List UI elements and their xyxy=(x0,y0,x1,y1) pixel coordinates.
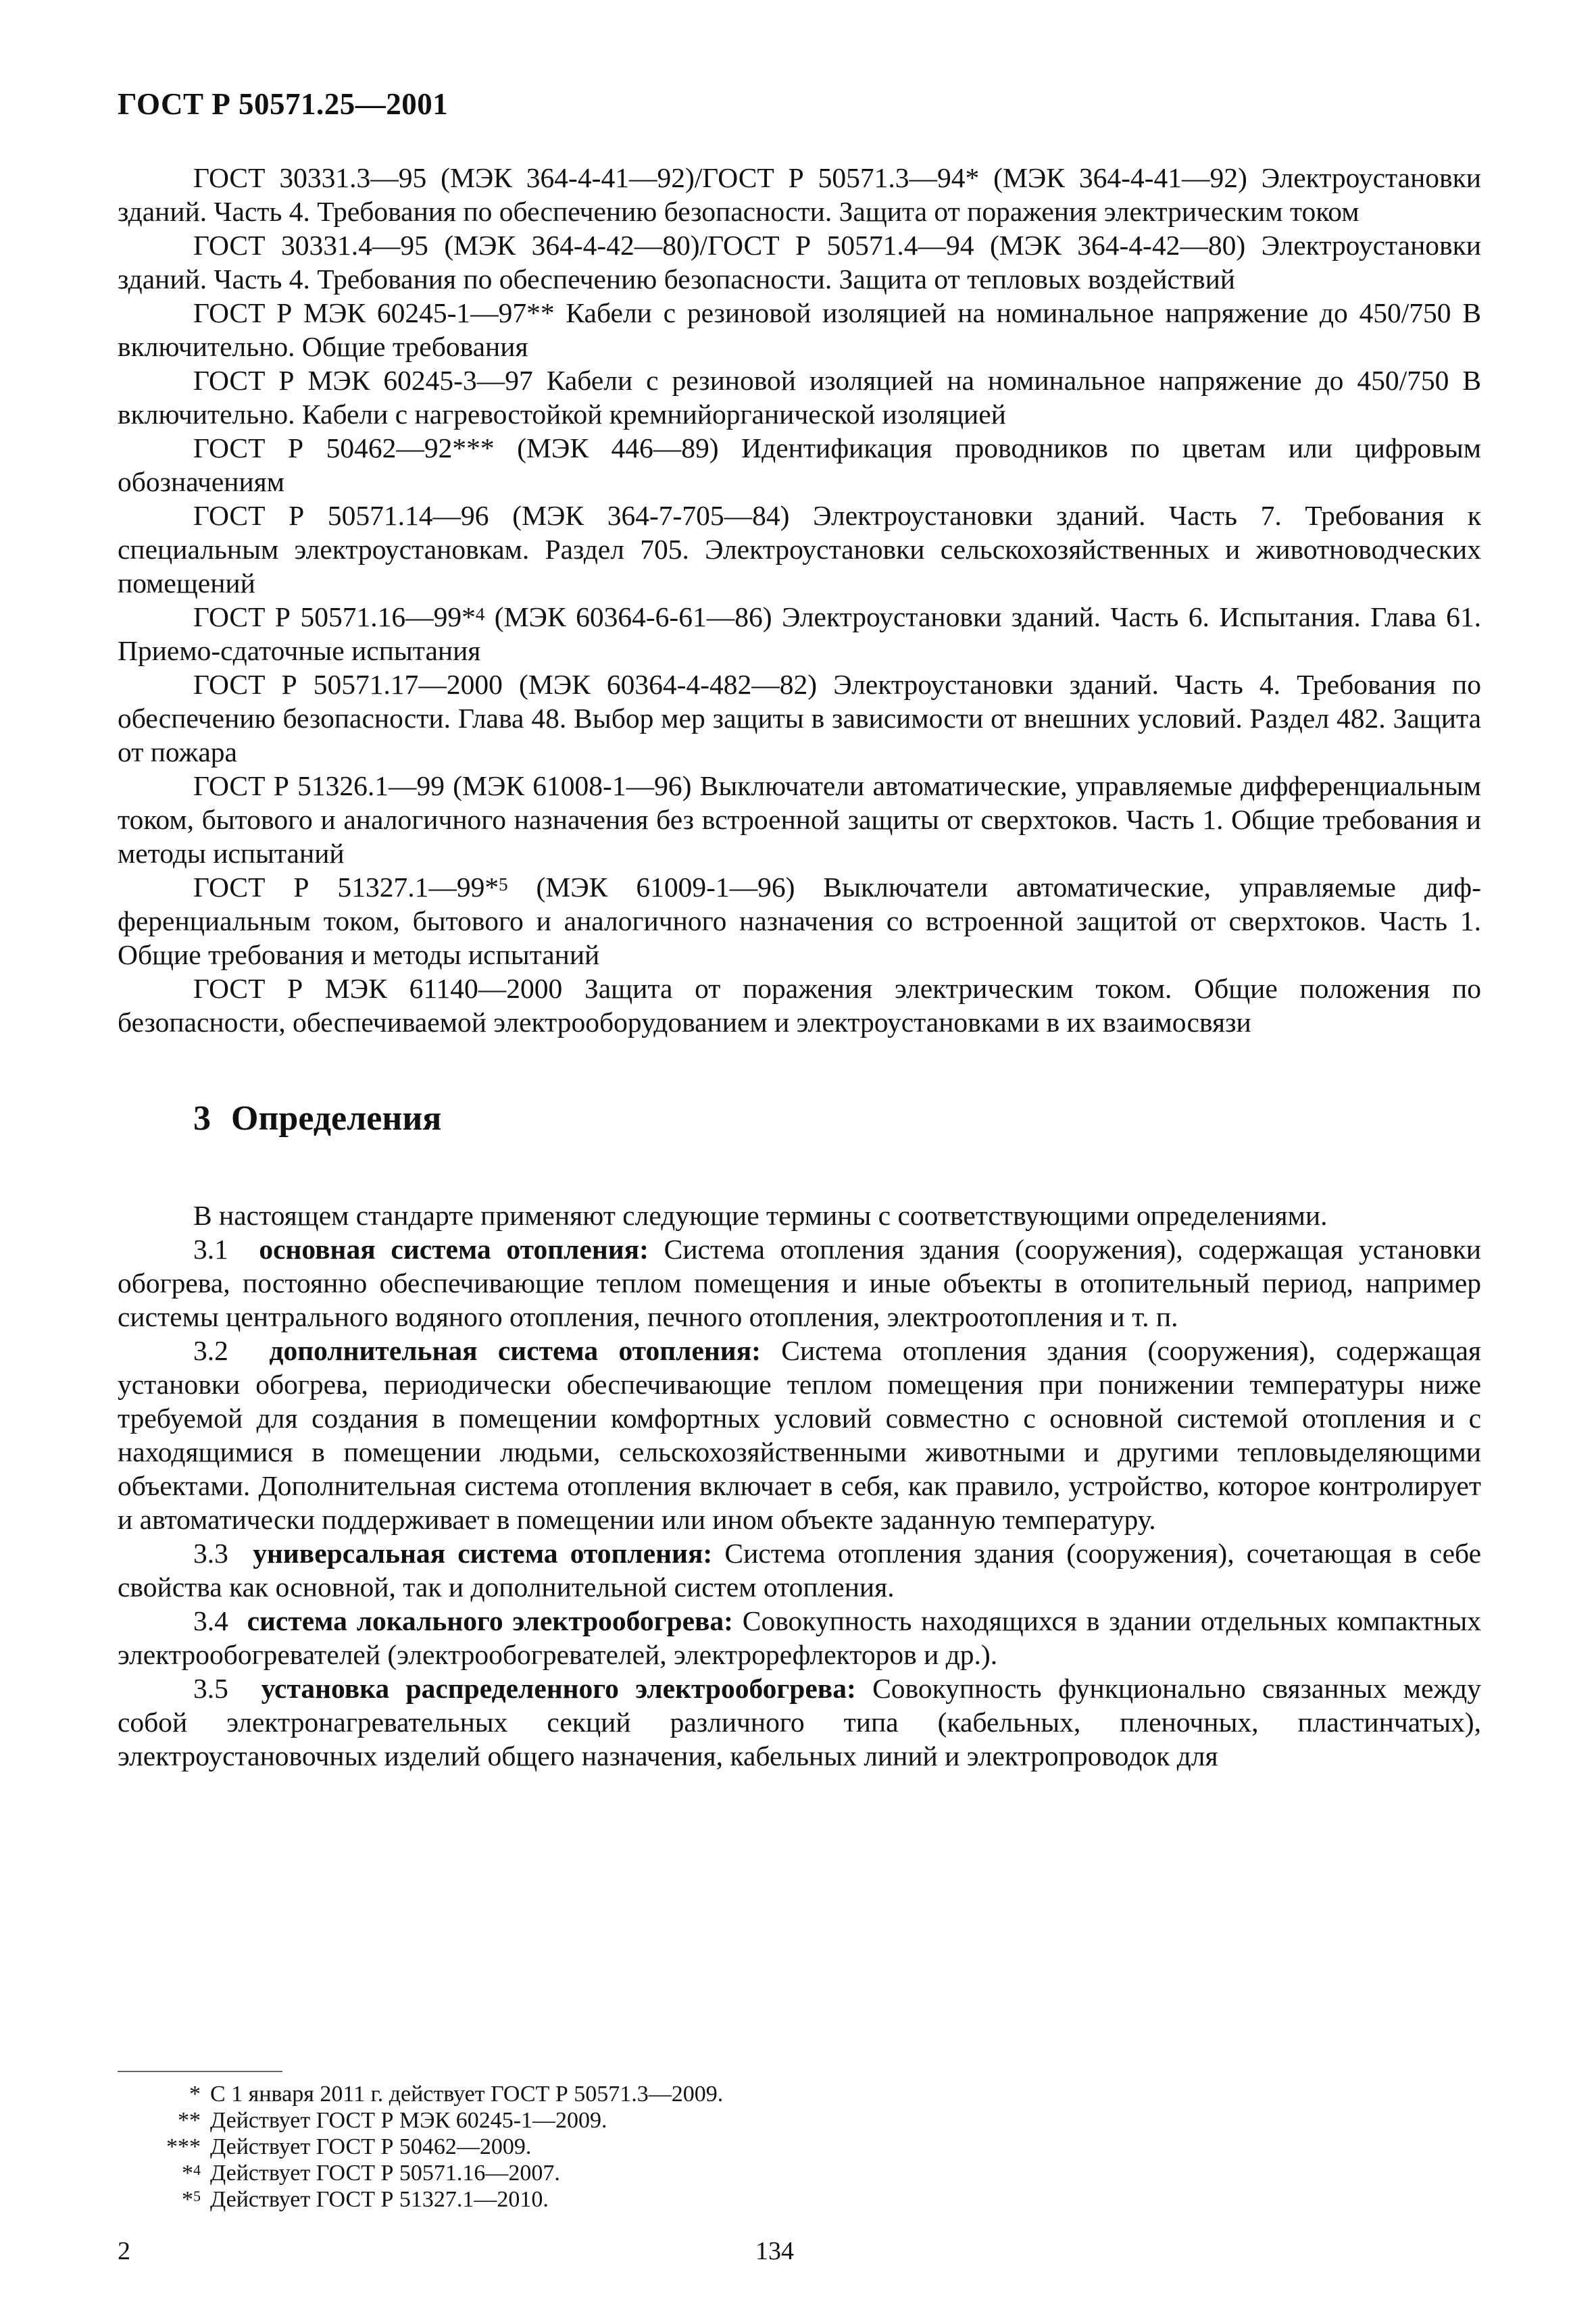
definition-term: универсальная система отопления: xyxy=(253,1538,713,1569)
footnote-text: Действует ГОСТ Р 50571.16—2007. xyxy=(210,2161,560,2186)
reference-text: (МЭК 61008-1—96) Выключатели автоматические, управляемые дифференциальным током, бытового и аналогичного назначения без встроенной защиты от сверхтоков. Часть 1. Общие требования и методы испытаний xyxy=(118,770,1482,869)
definition-entry xyxy=(118,1604,1481,1671)
reference-entry xyxy=(118,972,1481,1039)
footnote-mark xyxy=(118,2134,210,2160)
reference-id: ГОСТ 30331.4—95 xyxy=(193,230,428,261)
reference-entry xyxy=(118,600,1481,668)
reference-id: ГОСТ Р 50571.16—99* xyxy=(193,601,476,632)
footnote-mark-text: * xyxy=(189,2082,201,2107)
footnote-text: Действует ГОСТ Р МЭК 60245-1—2009. xyxy=(210,2108,607,2133)
reference-id: ГОСТ Р 50571.14—96 xyxy=(193,500,489,531)
reference-text: (МЭК 60364-4-482—82) Электроустановки зданий. Часть 4. Требования по обеспечению безопасности. Глава 48. Выбор мер защиты в зависимости от внешних условий. Раздел 482. Защита от пожара xyxy=(118,669,1481,768)
footnote-mark-text: * xyxy=(181,2187,193,2212)
definition-term: установка распределенного электрообогрева: xyxy=(261,1673,856,1704)
definition-number: 3.1 xyxy=(193,1234,228,1265)
definition-term: дополнительная система отопления: xyxy=(269,1335,761,1366)
footnote-mark-text: *** xyxy=(166,2134,201,2159)
footnote-divider xyxy=(118,2071,282,2072)
reference-entry xyxy=(118,363,1481,431)
reference-text: Кабели с резиновой изоляцией на номинальное напряжение до 450/750 В включительно. Общие требования xyxy=(118,297,1481,362)
definition-text: Система отопления здания (сооружения), содержащая установки обогрева, периодически обеспечивающие теплом помещения при понижении температуры ниже требуемой для создания в помещении комфортных условий совместно с основной системой отопления и с находящимися в помещении людьми, сельскохозяйственными животными и другими тепловыделяющими объектами. Дополнительная система отопления включает в себя, как правило, устройство, которое контролирует и автоматически поддерживает в помещении или ином объекте заданную температуру. xyxy=(118,1335,1481,1535)
footnote-mark-sup: 5 xyxy=(193,2188,201,2205)
footnotes xyxy=(118,2081,723,2213)
definition-entry xyxy=(118,1232,1481,1334)
reference-sup: 4 xyxy=(475,603,485,624)
section-heading xyxy=(193,1099,1481,1139)
footnote-mark xyxy=(118,2160,210,2186)
footnote xyxy=(118,2107,723,2134)
footnote-text: Действует ГОСТ Р 50462—2009. xyxy=(210,2134,532,2159)
reference-text: (МЭК 364-7-705—84) Электроустановки зданий. Часть 7. Требования к специальным электроустановкам. Раздел 705. Электроустановки сельскохозяйственных и животноводческих помещений xyxy=(118,500,1482,599)
reference-id: ГОСТ Р 50571.17—2000 xyxy=(193,669,503,700)
definition-term: система локального электрообогрева: xyxy=(247,1605,733,1636)
reference-id: ГОСТ Р МЭК 60245-3—97 xyxy=(193,365,533,396)
definition-text: Система отопления здания (сооружения), содержащая установки обогрева, постоянно обеспечивающие теплом помещения и иные объекты в отопительный период, например системы центрального водяного отопления, печного отопления, электроотопления и т. п. xyxy=(118,1234,1481,1332)
reference-entry xyxy=(118,668,1481,769)
definition-entry xyxy=(118,1536,1481,1604)
definition-entry xyxy=(118,1671,1481,1773)
reference-id: ГОСТ Р МЭК 61140—2000 xyxy=(193,973,563,1004)
footnote xyxy=(118,2081,723,2107)
footnote-mark xyxy=(118,2186,210,2213)
reference-id: ГОСТ Р 51327.1—99* xyxy=(193,872,499,903)
reference-text: (МЭК 364-4-42—80)/ГОСТ Р 50571.4—94 (МЭК 364-4-42—80) Электроустановки зданий. Часть 4. Требования по обеспечению безопасности. Защита от тепловых воздействий xyxy=(118,230,1481,295)
reference-entry xyxy=(118,296,1481,363)
normative-references xyxy=(118,161,1481,1039)
page-number: 2 xyxy=(118,2237,130,2265)
reference-entry xyxy=(118,161,1481,228)
reference-id: ГОСТ 30331.3—95 xyxy=(193,162,427,193)
document-body xyxy=(118,161,1481,1773)
footnote-text: С 1 января 2011 г. действует ГОСТ Р 50571.3—2009. xyxy=(210,2082,724,2107)
definition-entry xyxy=(118,1334,1481,1536)
footnote-mark xyxy=(118,2081,210,2107)
reference-sup: 5 xyxy=(499,874,508,895)
footnote-mark xyxy=(118,2107,210,2134)
definition-number: 3.2 xyxy=(193,1335,228,1366)
reference-text: Кабели с резиновой изоляцией на номинальное напряжение до 450/750 В включительно. Кабели с нагревостойкой кремнийорганической изоляцией xyxy=(118,365,1481,430)
reference-entry xyxy=(118,228,1481,296)
footnote xyxy=(118,2186,723,2213)
reference-id: ГОСТ Р МЭК 60245-1—97** xyxy=(193,297,555,328)
reference-text: (МЭК 61009-1—96) Выключатели автоматические, управляемые дифференциальным током, бытового и аналогичного назначения со встроенной защитой от сверхтоков. Часть 1. Общие требования и методы испытаний xyxy=(118,872,1481,970)
footnote xyxy=(118,2160,723,2186)
footnote xyxy=(118,2134,723,2160)
definition-number: 3.5 xyxy=(193,1673,228,1704)
definitions-intro: В настоящем стандарте применяют следующие термины с соответствующими определениями. xyxy=(193,1200,1328,1231)
sheet-number: 134 xyxy=(755,2237,794,2265)
reference-text: (МЭК 364-4-41—92)/ГОСТ Р 50571.3—94* (МЭК 364-4-41—92) Электроустановки зданий. Часть 4. Требования по обеспечению безопасности. Защита от поражения электрическим током xyxy=(118,162,1481,227)
section-title: Определения xyxy=(231,1099,442,1138)
footnote-text: Действует ГОСТ Р 51327.1—2010. xyxy=(210,2187,549,2212)
definition-number: 3.4 xyxy=(193,1605,228,1636)
reference-entry xyxy=(118,499,1481,600)
definition-text: Совокупность находящихся в здании отдельных компактных электрообогревателей (электрообогревателей, электрорефлекторов и др.). xyxy=(118,1605,1481,1670)
definition-text: Система отопления здания (сооружения), сочетающая в себе свойства как основной, так и дополнительной систем отопления. xyxy=(118,1538,1481,1603)
running-head: ГОСТ Р 50571.25—2001 xyxy=(118,87,449,121)
definition-term: основная система отопления: xyxy=(259,1234,649,1265)
reference-text: (МЭК 60364-6-61—86) Электроустановки зданий. Часть 6. Испытания. Глава 61. Приемо-сдаточные испытания xyxy=(118,601,1482,666)
reference-text: Защита от поражения электрическим током. Общие положения по безопасности, обеспечиваемой электрооборудованием и электроустановками в их взаимосвязи xyxy=(118,973,1481,1038)
reference-id: ГОСТ Р 50462—92*** xyxy=(193,432,495,463)
section-number: 3 xyxy=(193,1099,211,1138)
reference-entry xyxy=(118,870,1481,972)
definitions xyxy=(118,1199,1481,1773)
reference-id: ГОСТ Р 51326.1—99 xyxy=(193,770,445,801)
definition-number: 3.3 xyxy=(193,1538,228,1569)
reference-entry xyxy=(118,431,1481,499)
reference-text: (МЭК 446—89) Идентификация проводников по цветам или цифровым обозначениям xyxy=(118,432,1481,497)
definition-text: Совокупность функционально связанных между собой электронагревательных секций различного типа (кабельных, пленочных, пластинчатых), электроустановочных изделий общего назначения, кабельных линий и электропроводок для xyxy=(118,1673,1481,1771)
footnote-mark-sup: 4 xyxy=(193,2161,201,2179)
footnote-mark-text: * xyxy=(181,2161,193,2186)
footnote-mark-text: ** xyxy=(178,2108,201,2133)
reference-entry xyxy=(118,769,1481,870)
